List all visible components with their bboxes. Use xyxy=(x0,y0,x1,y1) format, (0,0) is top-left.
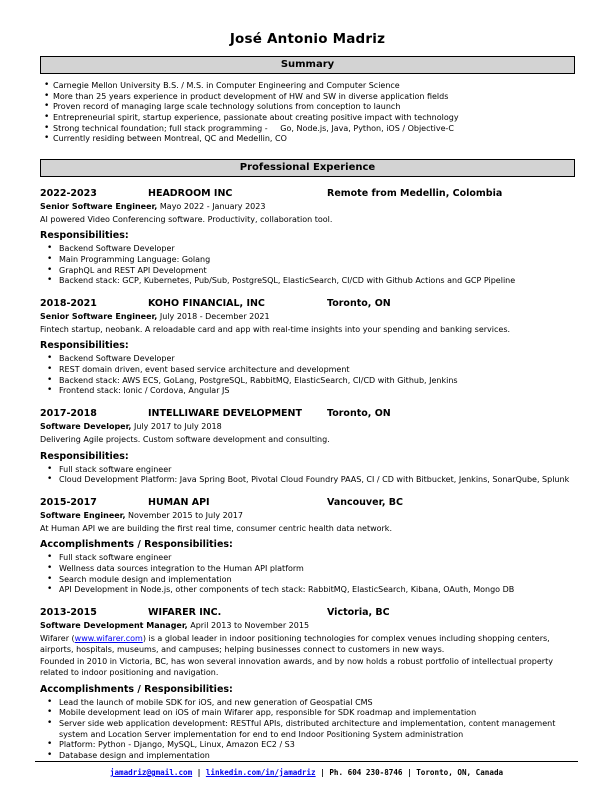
text-segment: Founded in 2010 in Victoria, BC, has won several innovation awards, and by now holds a robust portfolio of intellectual property related to indoor positioning and navigation. xyxy=(40,657,553,677)
experience-section-title: Professional Experience xyxy=(239,161,376,173)
job-years: 2022-2023 xyxy=(40,187,97,199)
job-role-line xyxy=(40,312,575,323)
bullet-item: • Server side web application development: RESTful APIs, distributed architecture and implementation, content management system and Location Server implementation for end to end Indoor Positioning System administration xyxy=(40,719,575,740)
bullet-item: • API Development in Node.js, other components of tech stack: RabbitMQ, ElasticSearch, Kibana, OAuth, Mongo DB xyxy=(40,585,575,596)
job-company: HEADROOM INC xyxy=(148,187,233,199)
bullet-item: • GraphQL and REST API Development xyxy=(40,266,575,277)
bullet-item: • Currently residing between Montreal, QC and Medellin, CO xyxy=(40,134,575,145)
job-years: 2015-2017 xyxy=(40,496,97,508)
job-bullets-heading: Accomplishments / Responsibilities: xyxy=(40,683,233,695)
job-location: Toronto, ON xyxy=(327,407,391,419)
bullet-item: • Database design and implementation xyxy=(40,751,575,762)
job-description xyxy=(40,215,575,226)
text-segment: ) is a global leader in indoor positioning technologies for complex venues including shopping centers, airports, hospitals, museums, and campuses; helping businesses connect to customers in new ways. xyxy=(40,633,550,654)
bullet-item: • Mobile development lead on iOS of main Wifarer app, responsible for SDK roadmap and implementation xyxy=(40,708,575,719)
job-header-row xyxy=(40,188,575,200)
bullet-item: • Entrepreneurial spirit, startup experience, passionate about creating positive impact with technology xyxy=(40,113,575,124)
bullet-item: • Main Programming Language: Golang xyxy=(40,255,575,266)
job-entry xyxy=(40,497,575,596)
footer-contact-bar xyxy=(35,761,578,777)
job-bullet-list xyxy=(40,553,575,596)
job-company: INTELLIWARE DEVELOPMENT xyxy=(148,407,302,419)
job-bullets-heading: Responsibilities: xyxy=(40,340,129,352)
job-description-paragraph xyxy=(40,524,575,535)
job-description xyxy=(40,435,575,446)
bullet-item: • Backend stack: GCP, Kubernetes, Pub/Sub, PostgreSQL, ElasticSearch, CI/CD with Github Actions and GCP Pipeline xyxy=(40,276,575,287)
job-entry xyxy=(40,607,575,762)
job-role-dates: July 2017 to July 2018 xyxy=(131,422,222,432)
page-title: José Antonio Madriz xyxy=(229,31,386,47)
bullet-item: • More than 25 years experience in product development of HW and SW in diverse application fields xyxy=(40,92,575,103)
job-years: 2017-2018 xyxy=(40,407,97,419)
job-header-row xyxy=(40,408,575,420)
job-company: KOHO FINANCIAL, INC xyxy=(148,297,265,309)
job-role-line xyxy=(40,621,575,632)
job-role-title: Senior Software Engineer, xyxy=(40,202,158,212)
text-segment: At Human API we are building the first real time, consumer centric health data network. xyxy=(40,523,392,533)
job-bullet-list xyxy=(40,698,575,762)
summary-section-title: Summary xyxy=(280,59,335,70)
text-segment: Fintech startup, neobank. A reloadable card and app with real-time insights into your spending and banking services. xyxy=(40,324,511,334)
bullet-item: • Full stack software engineer xyxy=(40,553,575,564)
experience-section-header xyxy=(40,159,575,177)
wifarer-link[interactable]: www.wifarer.com xyxy=(74,633,143,643)
bullet-item: • Platform: Python - Django, MySQL, Linux, Amazon EC2 / S3 xyxy=(40,740,575,751)
footer-separator: | xyxy=(192,768,206,777)
job-location: Remote from Medellin, Colombia xyxy=(327,187,503,199)
bullet-item: • Lead the launch of mobile SDK for iOS, and new generation of Geospatial CMS xyxy=(40,698,575,709)
job-bullets-heading: Responsibilities: xyxy=(40,230,129,242)
job-description xyxy=(40,634,575,679)
job-role-line xyxy=(40,511,575,522)
job-description xyxy=(40,325,575,336)
bullet-item: • Search module design and implementation xyxy=(40,575,575,586)
bullet-item: • Backend Software Developer xyxy=(40,354,575,365)
linkedin-link[interactable]: linkedin.com/in/jamadriz xyxy=(205,768,316,777)
job-bullets-heading: Accomplishments / Responsibilities: xyxy=(40,539,233,551)
summary-bullet-list xyxy=(40,81,575,145)
bullet-item: • Strong technical foundation; full stack programming - Go, Node.js, Java, Python, iOS / Objective-C xyxy=(40,124,575,135)
job-role-dates: Mayo 2022 - January 2023 xyxy=(157,202,266,212)
job-role-dates: April 2013 to November 2015 xyxy=(187,621,310,631)
text-segment: AI powered Video Conferencing software. Productivity, collaboration tool. xyxy=(40,214,333,224)
jobs-container xyxy=(40,188,575,762)
job-role-title: Software Development Manager, xyxy=(40,621,188,631)
job-role-line xyxy=(40,422,575,433)
job-description-paragraph xyxy=(40,634,575,655)
job-role-dates: November 2015 to July 2017 xyxy=(125,511,243,521)
job-description-paragraph xyxy=(40,435,575,446)
email-link[interactable]: jamadriz@gmail.com xyxy=(109,768,193,777)
text-segment: Delivering Agile projects. Custom software development and consulting. xyxy=(40,434,330,444)
job-description-paragraph xyxy=(40,325,575,336)
bullet-item: • Backend Software Developer xyxy=(40,244,575,255)
job-role-line xyxy=(40,202,575,213)
bullet-item: • Frontend stack: Ionic / Cordova, Angular JS xyxy=(40,386,575,397)
job-description xyxy=(40,524,575,535)
job-years: 2018-2021 xyxy=(40,297,97,309)
job-entry xyxy=(40,408,575,486)
bullet-item: • Cloud Development Platform: Java Spring Boot, Pivotal Cloud Foundry PAAS, CI / CD with Bitbucket, Jenkins, SonarQube, Splunk xyxy=(40,475,575,486)
job-company: WIFARER INC. xyxy=(148,606,222,618)
job-location: Vancouver, BC xyxy=(327,496,403,508)
bullet-item: • Full stack software engineer xyxy=(40,465,575,476)
job-bullet-list xyxy=(40,354,575,397)
job-description-paragraph xyxy=(40,657,575,678)
job-bullet-list xyxy=(40,244,575,287)
job-role-title: Senior Software Engineer, xyxy=(40,312,158,322)
bullet-item: • Backend stack: AWS ECS, GoLang, PostgreSQL, RabbitMQ, ElasticSearch, CI/CD with Github, Jenkins xyxy=(40,376,575,387)
phone-location-text: | Ph. 604 230-8746 | Toronto, ON, Canada xyxy=(315,768,504,777)
job-header-row xyxy=(40,298,575,310)
job-location: Victoria, BC xyxy=(327,606,390,618)
text-segment: Wifarer ( xyxy=(40,633,75,643)
bullet-item: • REST domain driven, event based service architecture and development xyxy=(40,365,575,376)
job-location: Toronto, ON xyxy=(327,297,391,309)
job-years: 2013-2015 xyxy=(40,606,97,618)
job-company: HUMAN API xyxy=(148,496,210,508)
job-bullet-list xyxy=(40,465,575,486)
job-entry xyxy=(40,188,575,287)
summary-section-header xyxy=(40,56,575,74)
bullet-item: • Carnegie Mellon University B.S. / M.S. in Computer Engineering and Computer Science xyxy=(40,81,575,92)
job-role-title: Software Engineer, xyxy=(40,511,126,521)
bullet-item: • Wellness data sources integration to the Human API platform xyxy=(40,564,575,575)
job-entry xyxy=(40,298,575,397)
job-role-dates: July 2018 - December 2021 xyxy=(157,312,270,322)
job-description-paragraph xyxy=(40,215,575,226)
job-header-row xyxy=(40,607,575,619)
job-header-row xyxy=(40,497,575,509)
resume-page xyxy=(40,0,575,770)
bullet-item: • Proven record of managing large scale technology solutions from conception to launch xyxy=(40,102,575,113)
job-bullets-heading: Responsibilities: xyxy=(40,450,129,462)
job-role-title: Software Developer, xyxy=(40,422,132,432)
